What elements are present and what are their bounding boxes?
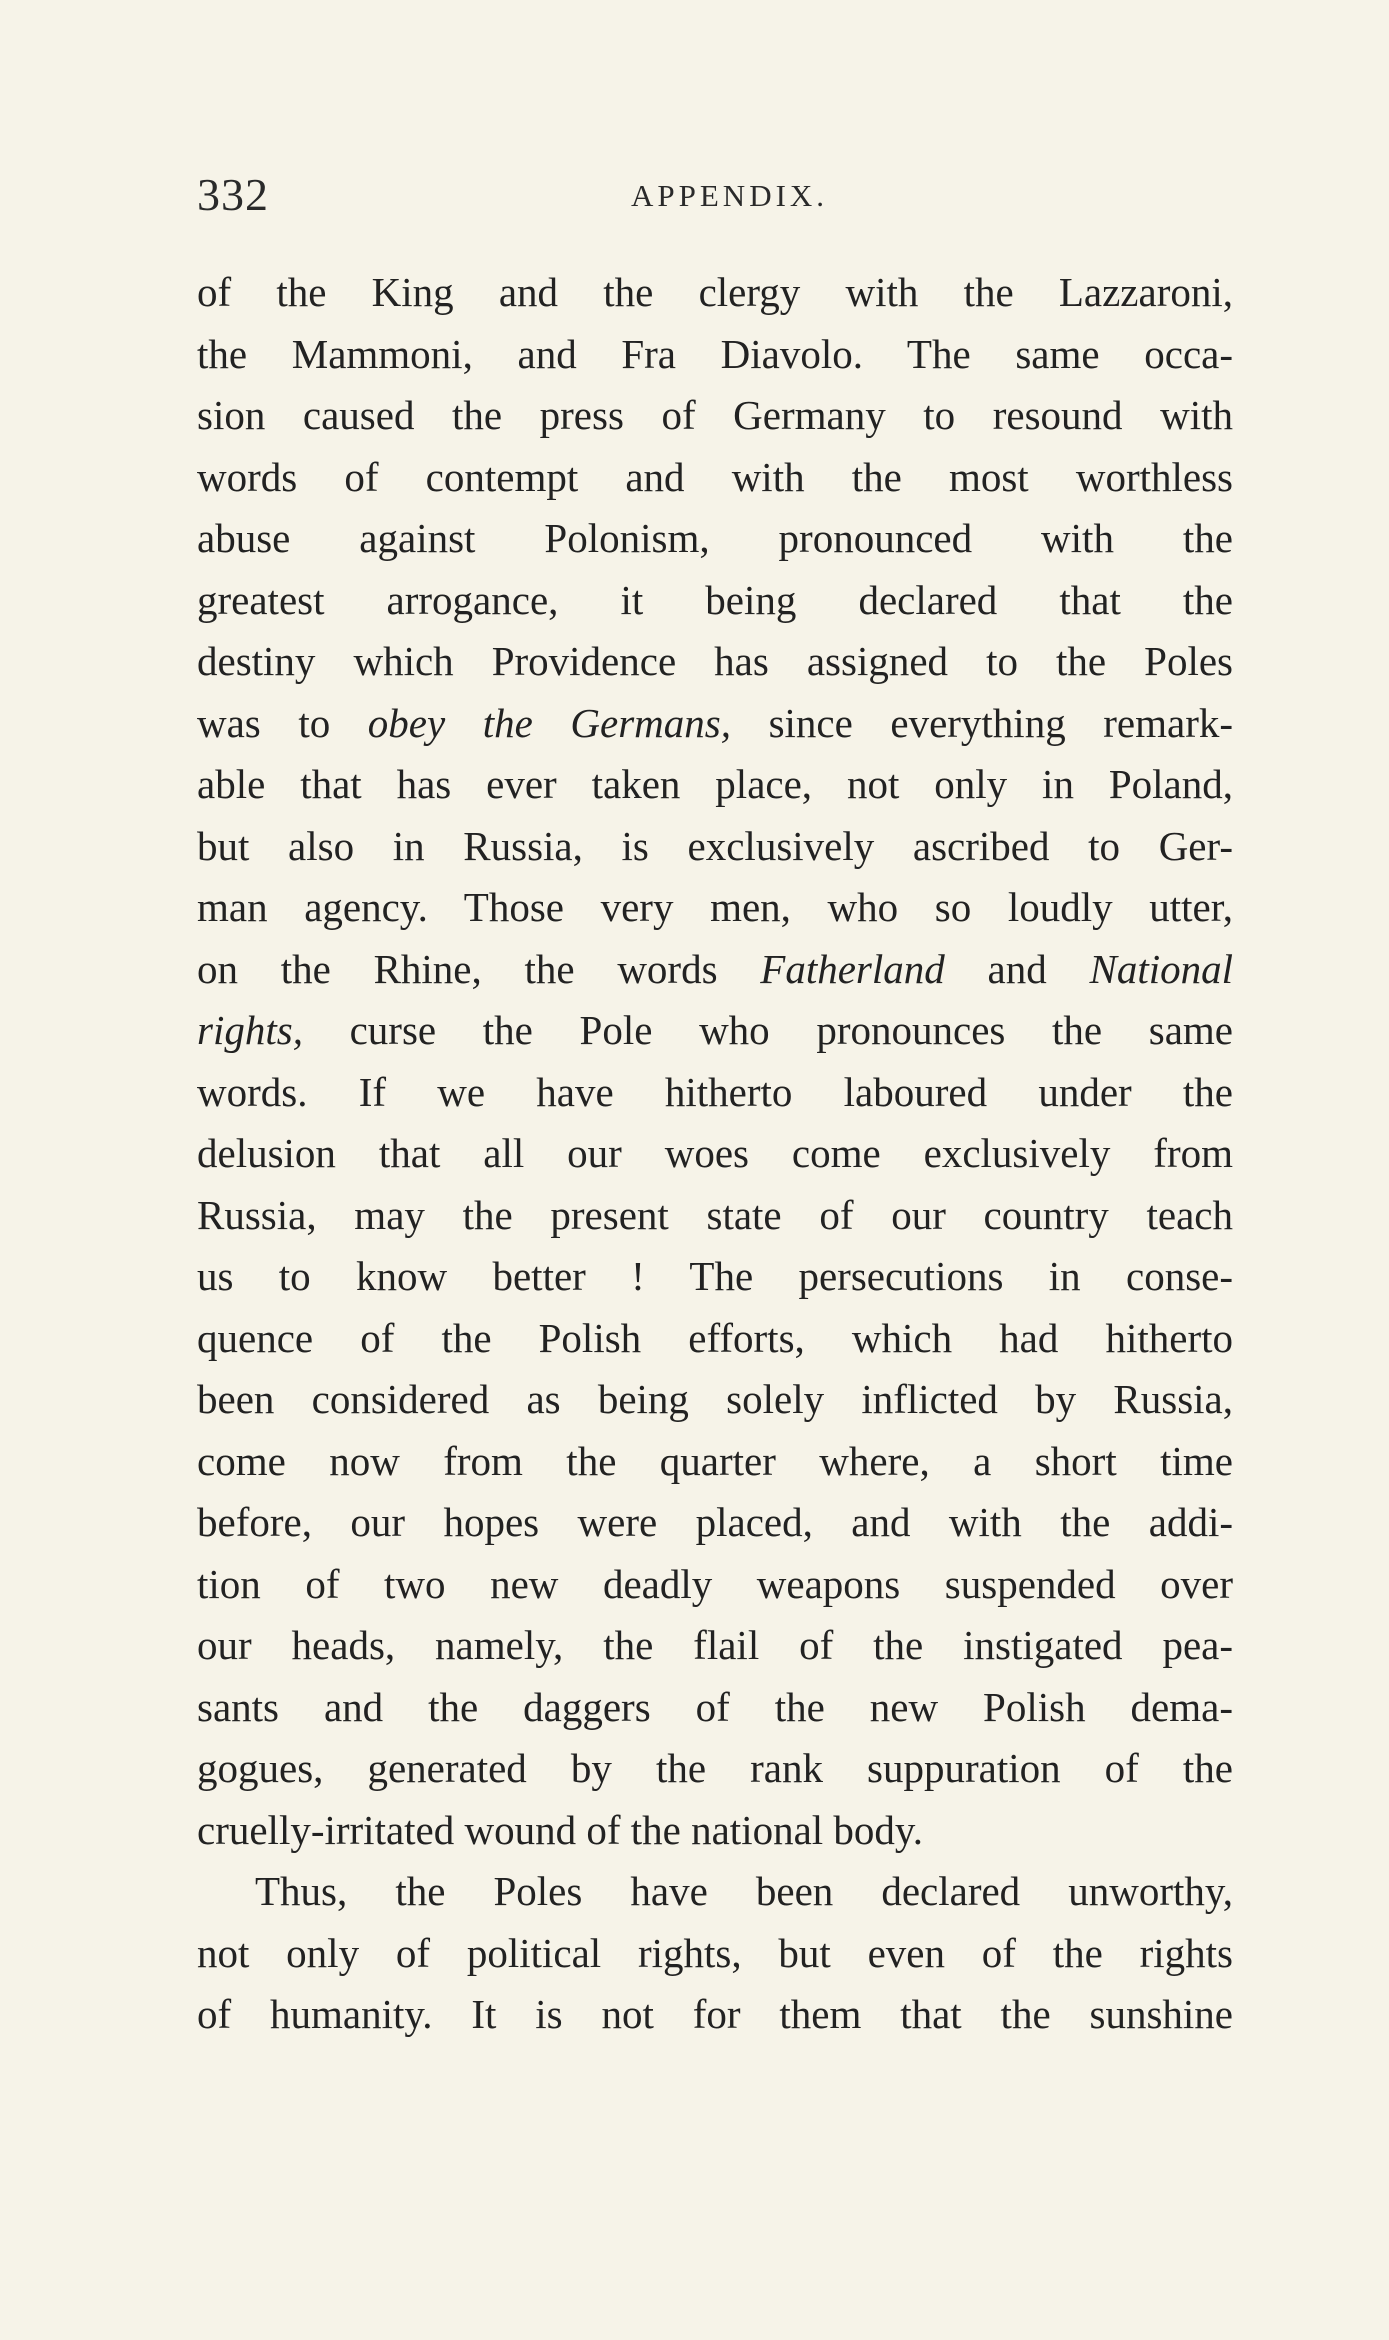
text-run: on the Rhine, the words [197,945,761,992]
text-line: words of contempt and with the most worthless [197,453,1233,500]
text-line: man agency. Those very men, who so loudly utter, [197,884,1233,930]
text-line [197,693,1233,755]
text-line: us to know better ! The persecutions in conse- [197,1253,1233,1299]
text-line: able that has ever taken place, not only in Poland, [197,761,1233,807]
text-line: been considered as being solely inflicted by Russia, [197,1376,1233,1422]
text-line [197,1000,1233,1062]
text-line: cruelly-irritated wound of the national body. [197,1806,924,1853]
running-head: APPENDIX. [631,178,829,213]
text-line: of humanity. It is not for them that the sunshine [197,1991,1233,2037]
italic-text: National [1089,945,1233,992]
italic-text: obey the Germans, [367,699,731,746]
text-line: tion of two new deadly weapons suspended over [197,1560,1233,1607]
text-line: greatest arrogance, it being declared that the [197,576,1233,623]
text-line: before, our hopes were placed, and with the addi- [197,1499,1233,1545]
text-line: not only of political rights, but even of the rights [197,1929,1233,1976]
text-run: was to [197,699,368,746]
body-text [197,262,1233,2046]
text-line: our heads, namely, the flail of the instigated pea- [197,1622,1233,1668]
text-run: curse the Pole who pronounces the same [302,1007,1233,1053]
text-line: sion caused the press of Germany to resound with [197,392,1233,438]
page-number: 332 [197,169,269,220]
text-line: destiny which Providence has assigned to the Poles [197,638,1233,684]
text-run: since everything remark- [731,699,1234,746]
text-line: come now from the quarter where, a short time [197,1437,1233,1484]
text-line: of the King and the clergy with the Lazzaroni, [197,269,1233,315]
text-line [197,939,1233,1001]
text-line: abuse against Polonism, pronounced with the [197,515,1233,561]
text-line: words. If we have hitherto laboured under the [197,1068,1233,1115]
text-line: sants and the daggers of the new Polish dema- [197,1683,1233,1730]
italic-text: rights, [197,1007,303,1053]
text-line: Thus, the Poles have been declared unworthy, [255,1868,1233,1914]
text-run: and [944,945,1090,992]
page-header [197,168,1227,228]
text-line: the Mammoni, and Fra Diavolo. The same occa- [197,330,1233,377]
text-line: Russia, may the present state of our country teach [197,1191,1233,1238]
italic-text: Fatherland [760,945,945,992]
text-line: delusion that all our woes come exclusively from [197,1130,1233,1176]
text-line: gogues, generated by the rank suppuration of the [197,1745,1233,1791]
text-line: but also in Russia, is exclusively ascribed to Ger- [197,822,1233,869]
text-line: quence of the Polish efforts, which had hitherto [197,1314,1233,1361]
